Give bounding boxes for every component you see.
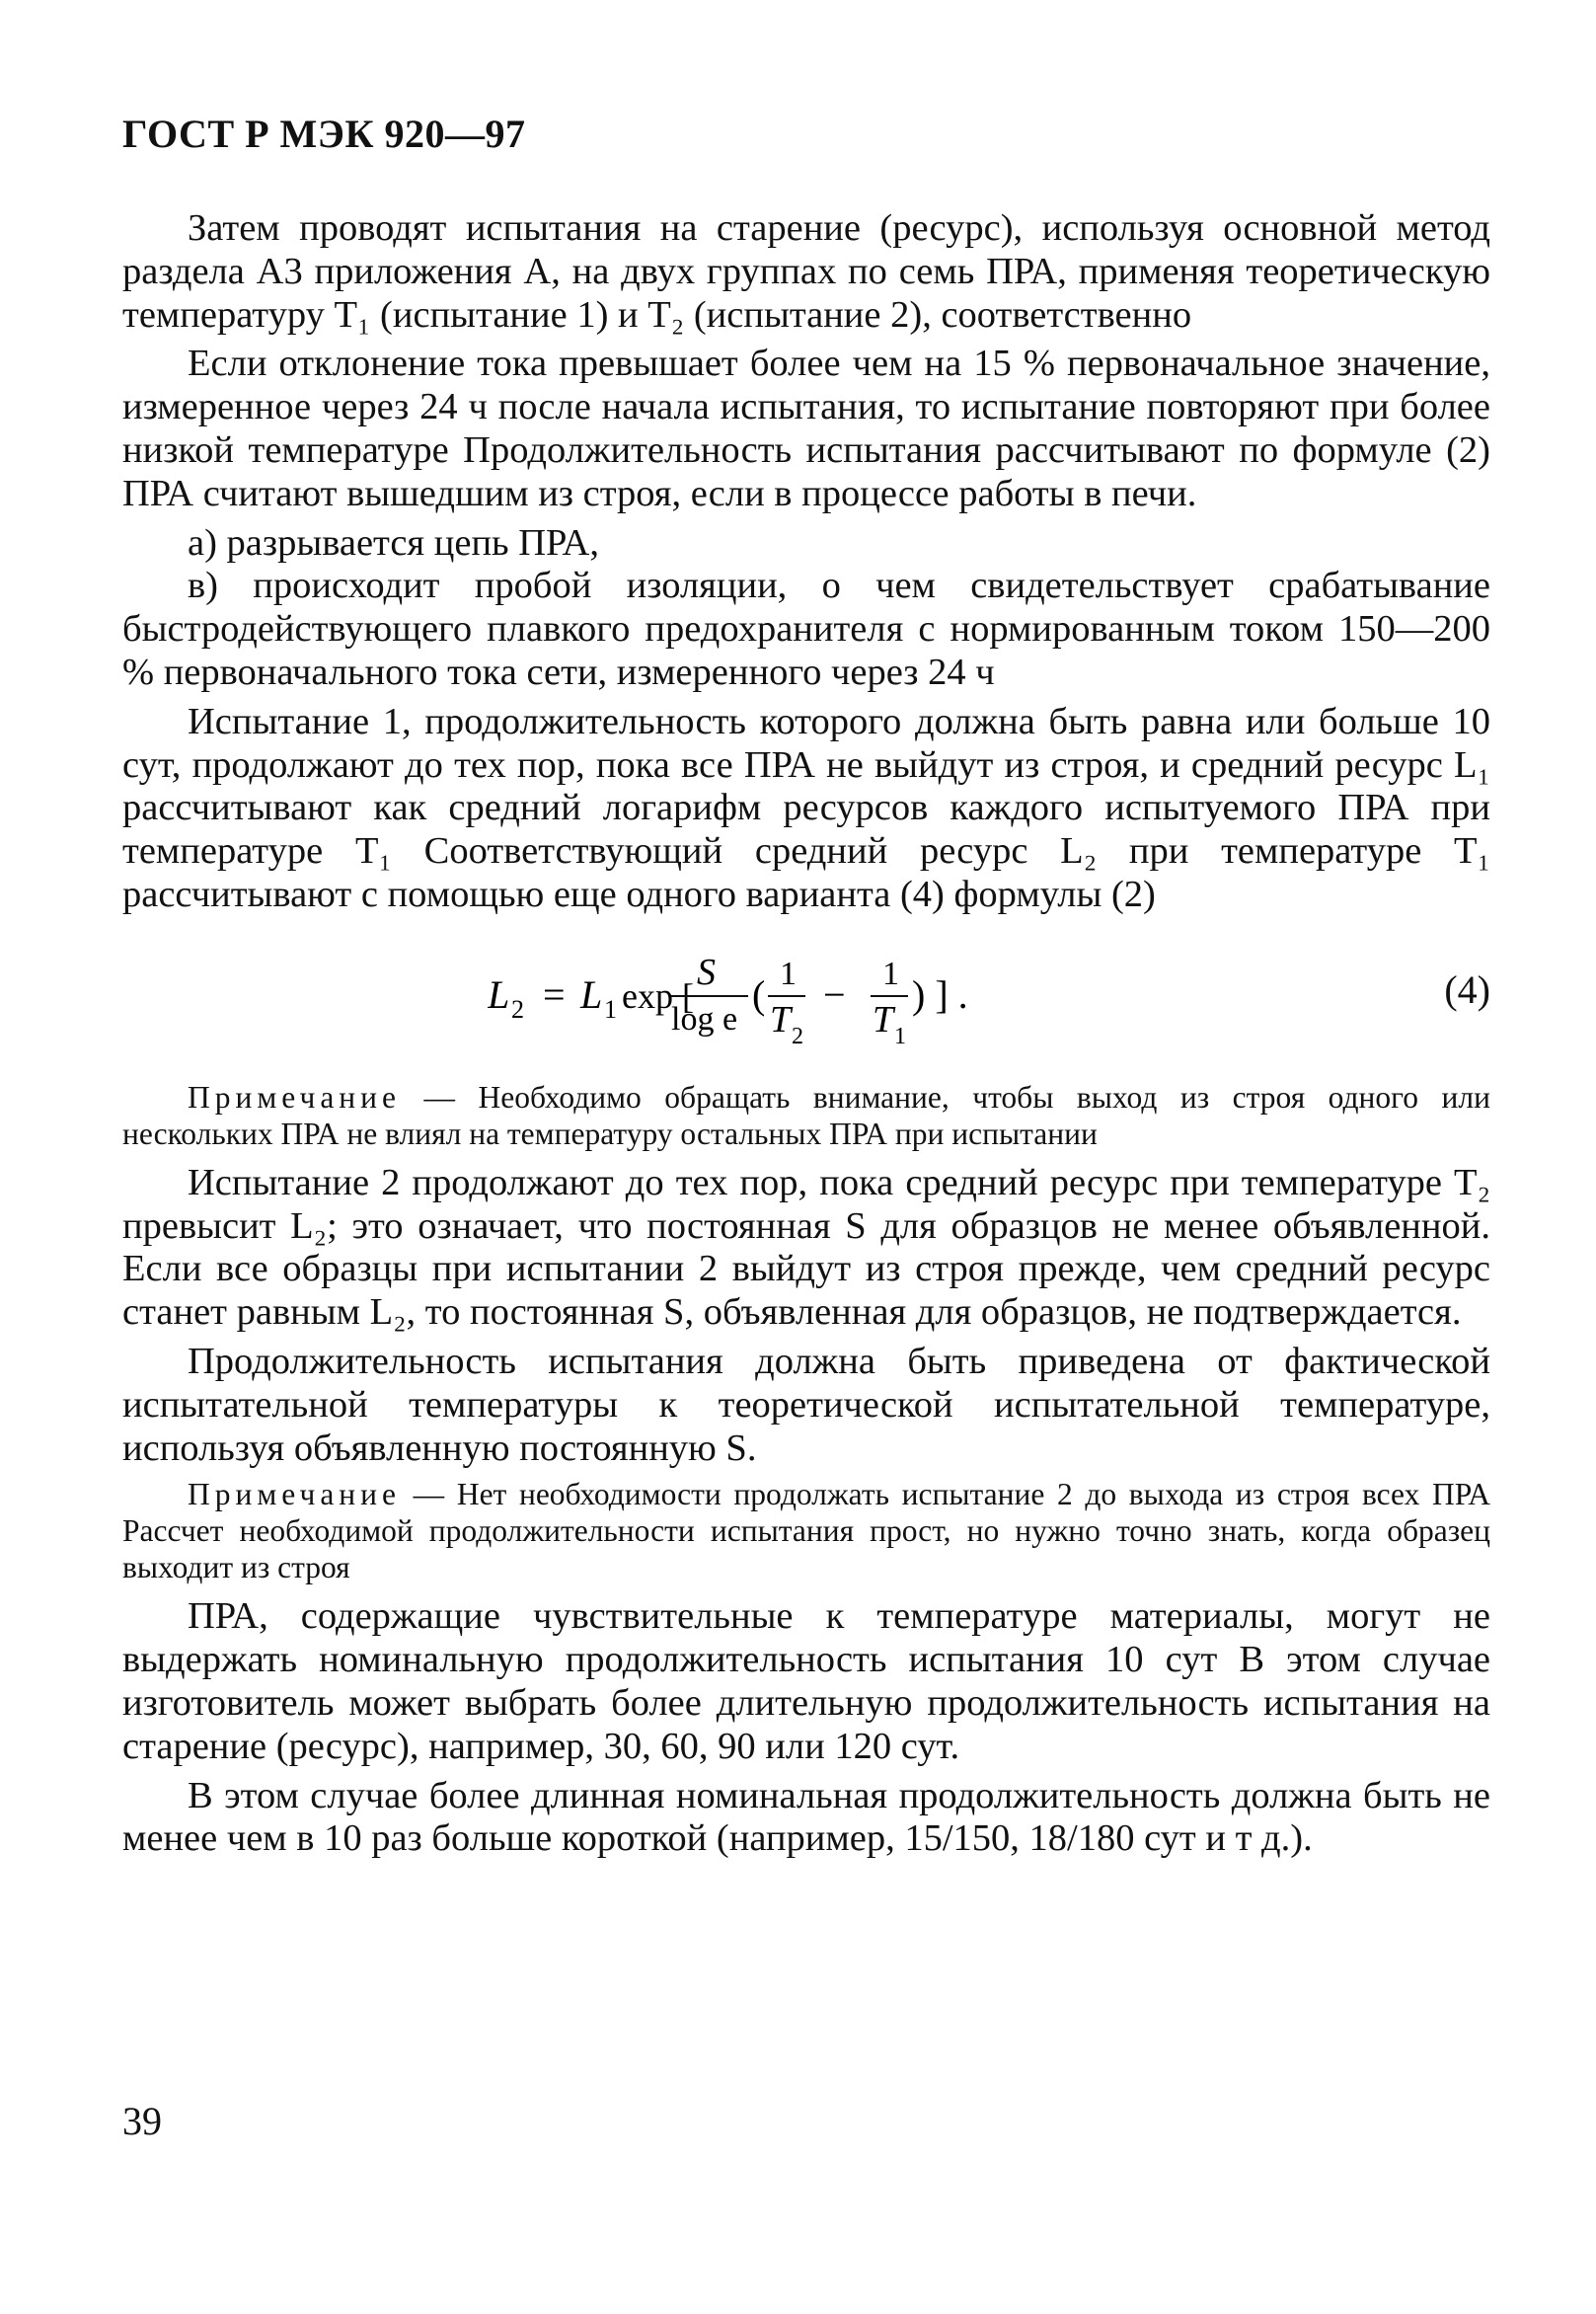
formula-open-paren: ( [752,971,766,1017]
formula-t1-sub: 1 [894,1023,906,1049]
formula-eq: = [543,971,566,1017]
formula-lhs-sub: 2 [511,994,524,1024]
formula-t1: T [873,998,894,1041]
formula-l1-sub: 1 [604,994,617,1024]
document-header: ГОСТ Р МЭК 920—97 [122,112,526,156]
page-number: 39 [122,2099,162,2143]
note-label: Примечание [188,1477,402,1512]
paragraph: Испытание 2 продолжают до тех пор, пока средний ресурс при температуре T₂ превысит L₂; это означает, что постоянная S для образцов не менее объявленной. Если все образцы при испытании 2 выйдут из строя прежде, чем средний ресурс станет равным L₂, то постоянная S, объявленная для образцов, не подтверждается. [122,1161,1490,1334]
note [122,1079,1490,1152]
paragraph: Продолжительность испытания должна быть приведена от фактической испытательной температуры к теоретической испытательной температуре, используя объявленную постоянную S. [122,1340,1490,1469]
formula-close: ) ] . [912,971,968,1017]
formula-t2: T [770,998,792,1041]
formula-lhs: L [488,971,510,1017]
formula-one-b: 1 [882,955,899,992]
list-item: а) разрывается цепь ПРА, [188,521,599,564]
note-label: Примечание [188,1079,402,1115]
formula-block [122,935,1490,1053]
list-item: в) происходит пробой изоляции, о чем свидетельствует срабатывание быстродействующего плавкого предохранителя с нормированным током 150—200 % первоначального тока сети, измеренного через 24 ч [122,565,1490,693]
document-body [122,207,1490,1867]
paragraph: Затем проводят испытания на старение (ресурс), используя основной метод раздела А3 приложения А, на двух группах по семь ПРА, применяя теоретическую температуру T₁ (испытание 1) и T₂ (испытание 2), соответственно [122,207,1490,336]
formula-t2-sub: 2 [792,1023,803,1049]
note-text: — Необходимо обращать внимание, чтобы выход из строя одного или нескольких ПРА не влиял на температуру остальных ПРА при испытании [122,1079,1490,1151]
note [122,1476,1490,1585]
formula-number: (4) [1444,966,1490,1012]
formula-frac-den: log e [671,1000,738,1038]
formula-l1: L [580,971,603,1017]
paragraph: Испытание 1, продолжительность которого должна быть равна или больше 10 сут, продолжают до тех пор, пока все ПРА не выйдут из строя, и средний ресурс L₁ рассчитывают как средний логарифм ресурсов каждого испытуемого ПРА при температуре T₁ Соответствующий средний ресурс L₂ при температуре T₁ рассчитывают с помощью еще одного варианта (4) формулы (2) [122,700,1490,915]
formula-frac-num: S [697,951,716,993]
formula-exp: exp [ [622,975,694,1016]
formula-4 [488,935,1001,1053]
paragraph: В этом случае более длинная номинальная продолжительность должна быть не менее чем в 10 раз больше короткой (например, 15/150, 18/180 сут и т д.). [122,1774,1490,1860]
paragraph: Если отклонение тока превышает более чем на 15 % первоначальное значение, измеренное через 24 ч после начала испытания, то испытание повторяют при более низкой температуре Продолжительность испытания рассчитывают по формуле (2) ПРА считают вышедшим из строя, если в процессе работы в печи. [122,343,1490,514]
note-text: — Нет необходимости продолжать испытание 2 до выхода из строя всех ПРА Рассчет необходимой продолжительности испытания прост, но нужно точно знать, когда образец выходит из строя [122,1477,1490,1585]
paragraph: ПРА, содержащие чувствительные к температуре материалы, могут не выдержать номинальную продолжительность испытания 10 сут В этом случае изготовитель может выбрать более длительную продолжительность испытания на старение (ресурс), например, 30, 60, 90 или 120 сут. [122,1595,1490,1767]
formula-one-a: 1 [780,955,797,992]
formula-minus: − [823,971,846,1017]
